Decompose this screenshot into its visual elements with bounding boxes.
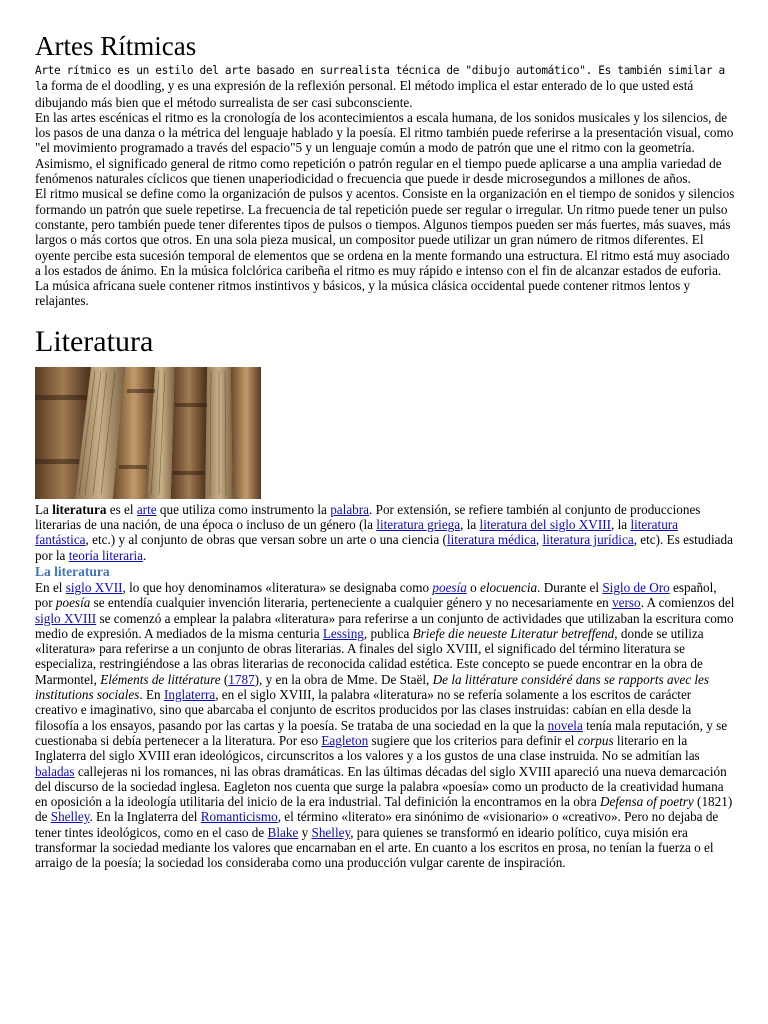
document-page: [35, 30, 735, 871]
lead-text-monospace: Arte rítmico es un estilo del arte basado en surrealista técnica de "dibujo automático". Es también similar a la: [35, 64, 725, 94]
subheading-la-literatura: La literatura: [35, 563, 110, 579]
link-arte[interactable]: arte: [136, 501, 157, 517]
paragraph-ritmo-musical: El ritmo musical se define como la organización de pulsos y acentos. Consiste en la organización en el tiempo de sonidos y silencios formando un patrón que suele repetirse. La frecuencia de tal repetición puede ser regular o irregular. Un ritmo puede tener un pulso constante, pero también puede tener diferentes tipos de pulsos o tiempos. Algunos tiempos pueden ser más fuertes, más suaves, más largos o más cortos que otros. En una sola pieza musical, un compositor puede utilizar un gran número de ritmos diferentes. El oyente percibe esta sucesión temporal de elementos que se ordena en la mente formando una estructura. El ritmo está muy asociado a los estados de ánimo. En la música folclórica caribeña el ritmo es muy rápido e intenso con el fin de alcanzar estados de euforia. La música africana suele contener ritmos instintivos y básicos, y la música clásica occidental puede contener ritmos lentos y relajantes.: [35, 186, 735, 309]
link-siglo-xvii[interactable]: siglo XVII: [65, 579, 123, 595]
link-blake[interactable]: Blake: [267, 824, 299, 840]
link-1787[interactable]: 1787: [228, 671, 255, 687]
link-siglo-de-oro[interactable]: Siglo de Oro: [602, 579, 670, 595]
link-baladas[interactable]: baladas: [35, 763, 75, 779]
link-literatura-fantastica[interactable]: literatura fantástica: [35, 517, 679, 548]
link-romanticismo[interactable]: Romanticismo: [200, 809, 278, 825]
link-lessing[interactable]: Lessing: [322, 625, 364, 641]
link-eagleton[interactable]: Eagleton: [321, 732, 369, 748]
link-literatura-juridica[interactable]: literatura jurídica: [542, 532, 634, 548]
link-verso[interactable]: verso: [612, 595, 641, 611]
link-poesia[interactable]: poesía: [432, 579, 467, 595]
link-teoria-literaria[interactable]: teoría literaria: [68, 547, 144, 563]
link-shelley-2[interactable]: Shelley: [311, 824, 351, 840]
old-books-photo: [35, 367, 261, 499]
paragraph-artes-escenicas: En las artes escénicas el ritmo es la cronología de los acontecimientos a escala humana, de los sonidos musicales y los silencios, de los pasos de una danza o la métrica del lenguaje hablado y la poesía. El ritmo también puede referirse a la presentación visual, como "el movimiento programado a través del espacio"5 y un lenguaje común a modo de patrón que une el ritmo con la geometría. Asimismo, el significado general de ritmo como repetición o patrón regular en el tiempo puede aplicarse a una amplia variedad de fenómenos naturales cíclicos que tienen unaperiodicidad o frecuencia que puede ir desde microsegundos a millones de años.: [35, 109, 734, 187]
section-title-artes-ritmicas: Artes Rítmicas: [35, 31, 197, 61]
paragraph-literatura-intro: La literatura es el arte que utiliza como instrumento la palabra. Por extensión, se refiere también al conjunto de producciones literarias de una nación, de una época o incluso de un género (la literatura griega, la literatura del siglo XVIII, la literatura fantástica, etc.) y al conjunto de obras que versan sobre un arte o una ciencia (literatura médica, literatura jurídica, etc). Es estudiada por la teoría literaria.: [35, 501, 733, 563]
link-palabra[interactable]: palabra: [330, 501, 370, 517]
paragraph-arte-ritmico: Arte rítmico es un estilo del arte basado en surrealista técnica de "dibujo automático". Es también similar a la forma de el doodling, y es una expresión de la reflexión personal. El método implica el estar enterado de lo que usted está dibujando más bien que el método surrealista de ser casi subconsciente.: [35, 64, 725, 110]
link-shelley[interactable]: Shelley: [50, 809, 90, 825]
link-literatura-medica[interactable]: literatura médica: [446, 532, 536, 548]
link-siglo-xviii[interactable]: siglo XVIII: [35, 610, 97, 626]
link-literatura-siglo-xviii[interactable]: literatura del siglo XVIII: [479, 517, 612, 533]
link-inglaterra[interactable]: Inglaterra: [163, 687, 216, 703]
link-literatura-griega[interactable]: literatura griega: [376, 517, 461, 533]
link-novela[interactable]: novela: [547, 717, 583, 733]
paragraph-la-literatura: En el siglo XVII, lo que hoy denominamos «literatura» se designaba como poesía o elocuencia. Durante el Siglo de Oro español, por poesía se entendía cualquier invención literaria, perteneciente a cualquier género y no necesariamente en verso. A comienzos del siglo XVIII se comenzó a emplear la palabra «literatura» para referirse a un conjunto de actividades que utilizaban la escritura como medio de expresión. A mediados de la misma centuria Lessing, publica Briefe die neueste Literatur betreffend, donde se utiliza «literatura» para referirse a un conjunto de obras literarias. A finales del siglo XVIII, el significado del término literatura se especializa, restringiéndose a las obras literarias de reconocida calidad estética. Este concepto se puede encontrar en la obra de Marmontel, Eléments de littérature (1787), y en la obra de Mme. De Staël, De la littérature considéré dans se rapports avec les institutions sociales. En Inglaterra, en el siglo XVIII, la palabra «literatura» no se refería solamente a los escritos de carácter creativo e imaginativo, sino que abarcaba el conjunto de escritos producidos por las clases instruidas: cabían en ella desde la filosofía a los ensayos, pasando por las cartas y la poesía. Se trataba de una sociedad en la que la novela tenía mala reputación, y se cuestionaba si debía pertenecer a la literatura. Por eso Eagleton sugiere que los criterios para definir el corpus literario en la Inglaterra del siglo XVIII eran ideológicos, circunscritos a los valores y a los gustos de una clase instruida. No se admitían las baladas callejeras ni los romances, ni las obras dramáticas. En las últimas décadas del siglo XVIII apareció una nueva demarcación del discurso de la sociedad inglesa. Eagleton nos cuenta que surge la palabra «poesía» como un producto de la creatividad humana en oposición a la ideología utilitaria del inicio de la era industrial. Tal definición la encontramos en la obra Defensa of poetry (1821) de Shelley. En la Inglaterra del Romanticismo, el término «literato» era sinónimo de «visionario» o «creativo». Pero no dejaba de tener tintes ideológicos, como en el caso de Blake y Shelley, para quienes se transformó en ideario político, cuya misión era transformar la sociedad mediante los valores que encarnaban en el arte. En cuanto a los escritos en prosa, no tenían la fuerza o el arraigo de la poesía; la sociedad los consideraba como una producción vulgar carente de inspiración.: [35, 579, 735, 871]
section-title-literatura: Literatura: [35, 324, 154, 358]
